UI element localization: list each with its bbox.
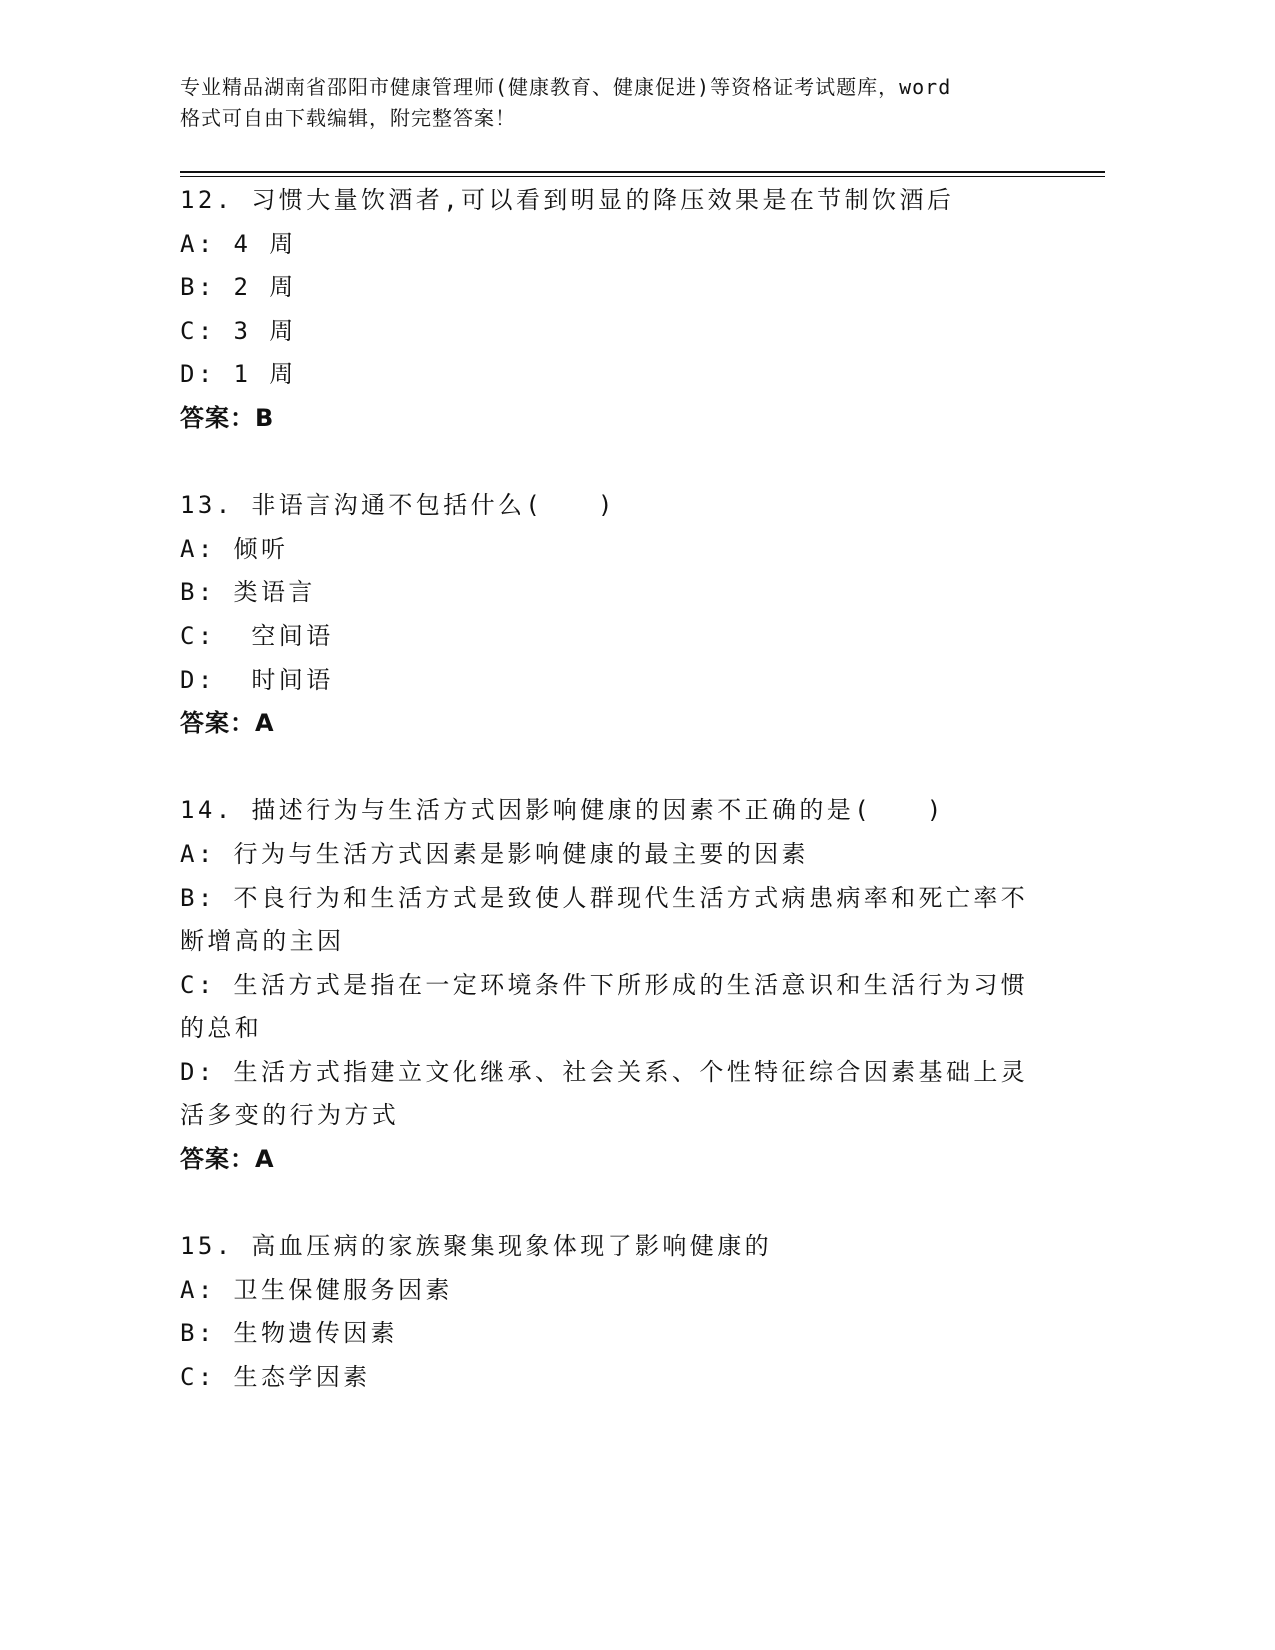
option-c: C: 生活方式是指在一定环境条件下所形成的生活意识和生活行为习惯的总和 — [180, 970, 1029, 1043]
option-b: B: 生物遗传因素 — [180, 1319, 398, 1348]
option-d: D: 1 周 — [180, 360, 297, 389]
header-line-1: 专业精品湖南省邵阳市健康管理师(健康教育、健康促进)等资格证考试题库，word — [180, 75, 952, 99]
question-13 — [180, 484, 1040, 746]
answer: 答案：B — [180, 403, 275, 432]
option-a: A: 卫生保健服务因素 — [180, 1275, 453, 1304]
option-c: C: 空间语 — [180, 621, 334, 650]
option-c: C: 3 周 — [180, 316, 297, 345]
option-a: A: 4 周 — [180, 229, 297, 258]
question-stem: 14. 描述行为与生活方式因影响健康的因素不正确的是( ) — [180, 796, 945, 825]
option-b: B: 2 周 — [180, 273, 297, 302]
option-b: B: 不良行为和生活方式是致使人群现代生活方式病患病率和死亡率不断增高的主因 — [180, 883, 1029, 956]
question-stem: 12. 习惯大量饮酒者,可以看到明显的降压效果是在节制饮酒后 — [180, 186, 955, 214]
header-line-2: 格式可自由下载编辑，附完整答案！ — [180, 106, 516, 130]
option-d: D: 生活方式指建立文化继承、社会关系、个性特征综合因素基础上灵活多变的行为方式 — [180, 1057, 1029, 1130]
question-stem: 15. 高血压病的家族聚集现象体现了影响健康的 — [180, 1232, 772, 1261]
answer: 答案：A — [180, 709, 275, 738]
option-b: B: 类语言 — [180, 578, 316, 607]
answer: 答案：A — [180, 1145, 275, 1174]
question-stem: 13. 非语言沟通不包括什么( ) — [180, 491, 616, 520]
question-list — [180, 179, 1040, 1443]
header-divider-thick — [180, 171, 1105, 173]
question-12 — [180, 179, 1040, 441]
option-a: A: 倾听 — [180, 534, 289, 563]
option-d: D: 时间语 — [180, 665, 334, 694]
option-a: A: 行为与生活方式因素是影响健康的最主要的因素 — [180, 839, 809, 868]
option-c: C: 生态学因素 — [180, 1363, 371, 1392]
document-header — [180, 72, 1060, 134]
header-divider-thin — [180, 176, 1105, 177]
question-15 — [180, 1225, 1040, 1399]
question-14 — [180, 789, 1040, 1181]
